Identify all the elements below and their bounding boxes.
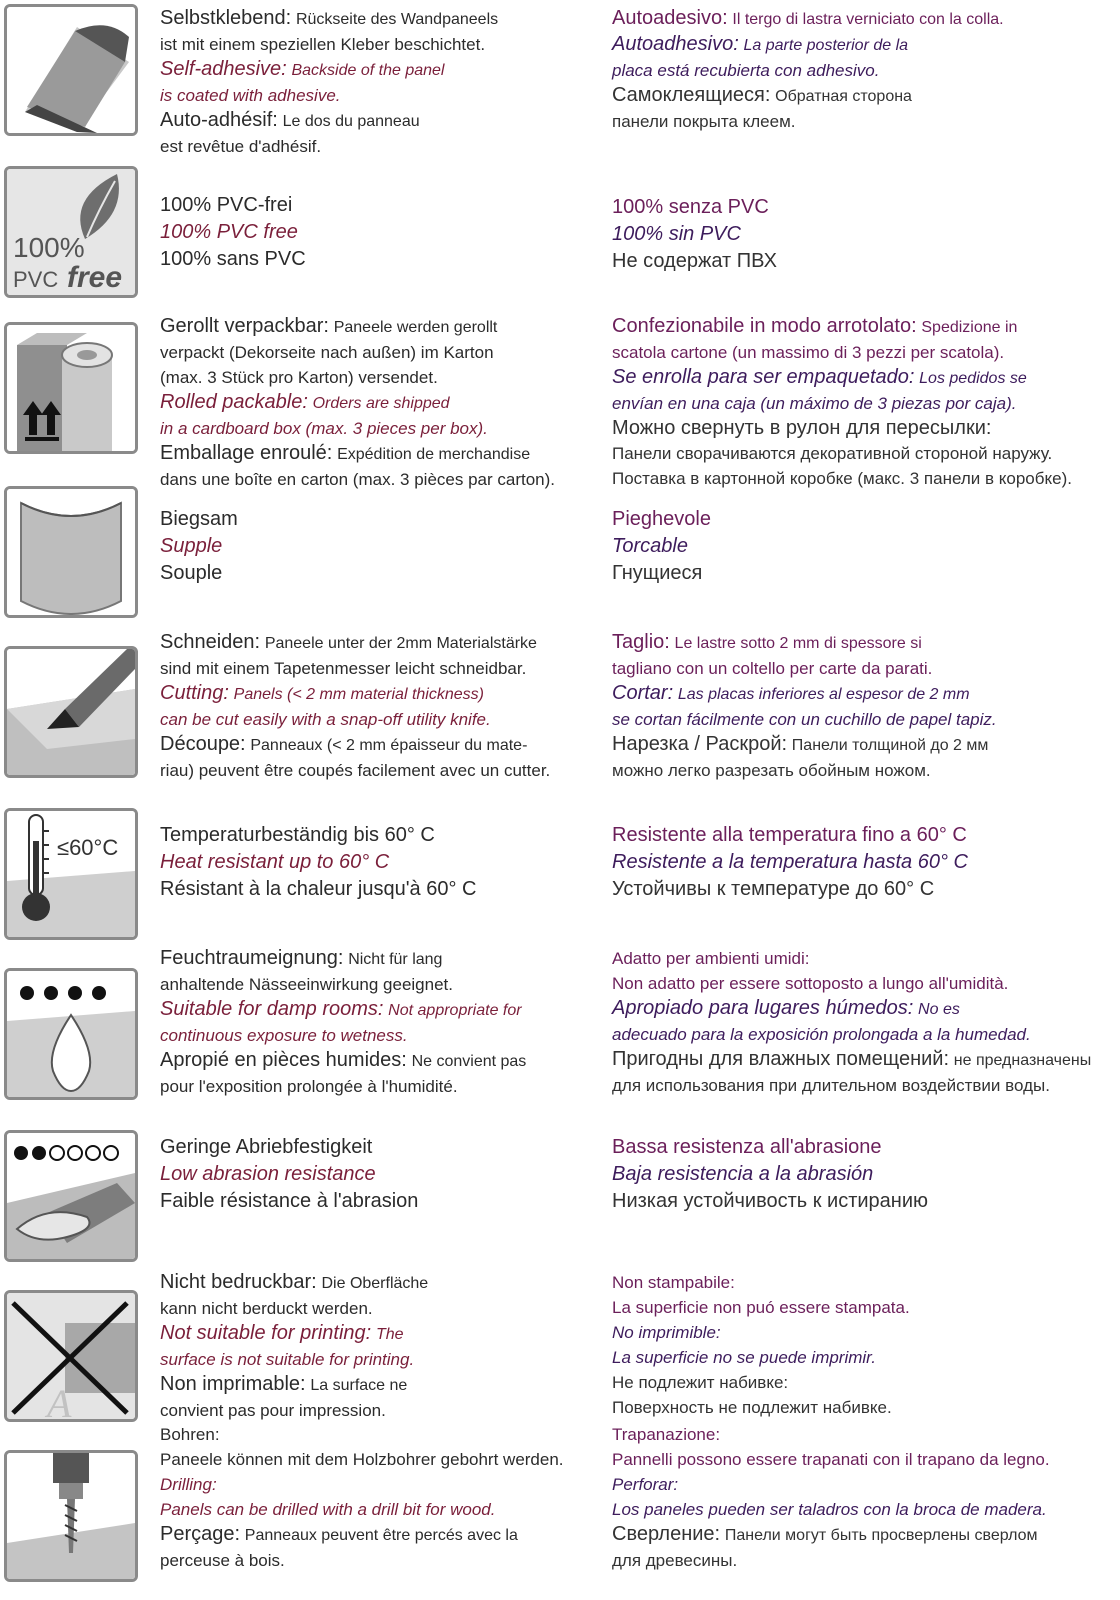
text-de-en-fr xyxy=(160,946,580,1099)
rating-dot-empty xyxy=(86,1146,100,1160)
drill-icon xyxy=(4,1450,138,1582)
ru-head: Нарезка / Раскрой: xyxy=(612,733,788,755)
fr-body: Ne convient pas xyxy=(411,1053,527,1070)
de-body: Paneele können mit dem Holzbohrer gebohrt werden. xyxy=(160,1450,564,1469)
ru-head: Сверление: xyxy=(612,1523,721,1545)
es-body: No es xyxy=(918,1001,960,1018)
es-head: Apropiado para lugares húmedos: xyxy=(612,997,914,1019)
de-body2: ist mit einem speziellen Kleber beschichtet. xyxy=(160,35,486,54)
es-body2: placa está recubierta con adhesivo. xyxy=(612,61,880,80)
ru-head: Можно свернуть в рулон для пересылки: xyxy=(612,417,992,439)
en-head: 100% PVC free xyxy=(160,221,298,243)
fr-body: Panneaux peuvent être percés avec la xyxy=(244,1527,518,1544)
en-head: Suitable for damp rooms: xyxy=(160,998,384,1020)
es-head: Torcable xyxy=(612,535,688,557)
rating-dot-empty xyxy=(104,1146,118,1160)
rating-dot-filled xyxy=(20,986,34,1000)
es-head: Se enrolla para ser empaquetado: xyxy=(612,366,915,388)
text-de-en-fr xyxy=(160,506,580,587)
de-head: Geringe Abriebfestigkeit xyxy=(160,1136,373,1158)
text-it-es-ru xyxy=(612,946,1120,1098)
it-head: Trapanazione: xyxy=(612,1425,721,1444)
de-head: Biegsam xyxy=(160,508,238,530)
de-head: Gerollt verpackbar: xyxy=(160,315,329,337)
it-head: Pieghevole xyxy=(612,508,711,530)
es-head: No imprimible: xyxy=(612,1323,721,1342)
fr-head: Perçage: xyxy=(160,1523,241,1545)
text-de-en-fr xyxy=(160,1270,580,1423)
text-it-es-ru xyxy=(612,194,1120,275)
rating-dot-filled xyxy=(68,986,82,1000)
rating-dot-empty xyxy=(68,1146,82,1160)
text-de-en-fr xyxy=(160,192,580,273)
fr-head: Résistant à la chaleur jusqu'à 60° C xyxy=(160,878,477,900)
ru-body: не предназначены xyxy=(953,1052,1092,1069)
text-it-es-ru xyxy=(612,1134,1120,1215)
de-head: Feuchtraumeignung: xyxy=(160,947,344,969)
es-head: 100% sin PVC xyxy=(612,223,741,245)
en-body: Panels can be drilled with a drill bit for wood. xyxy=(160,1500,496,1519)
fr-body: Le dos du panneau xyxy=(282,113,420,130)
text-de-en-fr xyxy=(160,314,580,492)
self-adhesive-icon xyxy=(4,4,138,136)
fr-body: Expédition de merchandise xyxy=(337,446,531,463)
text-it-es-ru xyxy=(612,822,1120,903)
fr-body2: perceuse à bois. xyxy=(160,1551,285,1570)
it-body: Il tergo di lastra verniciato con la colla. xyxy=(732,11,1004,28)
en-head: Supple xyxy=(160,535,223,557)
icon-free-text: free xyxy=(67,261,123,294)
en-head: Low abrasion resistance xyxy=(160,1163,376,1185)
text-it-es-ru xyxy=(612,1270,1120,1420)
ru-body2: можно легко разрезать обойным ножом. xyxy=(612,761,931,780)
es-body: La parte posterior de la xyxy=(743,37,909,54)
fr-body2: riau) peuvent être coupés facilement avec un cutter. xyxy=(160,761,551,780)
de-head: Nicht bedruckbar: xyxy=(160,1271,317,1293)
text-it-es-ru xyxy=(612,1422,1120,1573)
ru-body: Панели могут быть просверлены сверлом xyxy=(724,1527,1038,1544)
ru-body: Поверхность не подлежит набивке. xyxy=(612,1398,892,1417)
ru-head: Пригодны для влажных помещений: xyxy=(612,1048,950,1070)
de-head: Selbstklebend: xyxy=(160,7,292,29)
icon-percent-text: 100% xyxy=(13,232,85,263)
text-de-en-fr xyxy=(160,630,580,783)
rating-dot-filled xyxy=(14,1146,28,1160)
ru-head: Гнущиеся xyxy=(612,562,703,584)
de-head: Temperaturbeständig bis 60° C xyxy=(160,824,435,846)
de-body2: sind mit einem Tapetenmesser leicht schneidbar. xyxy=(160,659,527,678)
en-body2: is coated with adhesive. xyxy=(160,86,341,105)
it-head: Confezionabile in modo arrotolato: xyxy=(612,315,917,337)
fr-head: Faible résistance à l'abrasion xyxy=(160,1190,419,1212)
text-de-en-fr xyxy=(160,1422,580,1573)
es-head: Baja resistencia a la abrasión xyxy=(612,1163,874,1185)
text-de-en-fr xyxy=(160,1134,580,1215)
thermometer-icon xyxy=(4,808,138,940)
es-head: Perforar: xyxy=(612,1475,679,1494)
es-body2: se cortan fácilmente con un cuchillo de papel tapiz. xyxy=(612,710,997,729)
es-body: Los paneles pueden ser taladros con la broca de madera. xyxy=(612,1500,1047,1519)
fr-body2: est revêtue d'adhésif. xyxy=(160,137,322,156)
en-body2: can be cut easily with a snap-off utility knife. xyxy=(160,710,491,729)
cutter-icon xyxy=(4,646,138,778)
ru-head: Низкая устойчивость к истиранию xyxy=(612,1190,929,1212)
ru-body2: панели покрыта клеем. xyxy=(612,112,796,131)
es-head: Cortar: xyxy=(612,682,674,704)
en-body2: in a cardboard box (max. 3 pieces per box). xyxy=(160,419,488,438)
ru-head: Не подлежит набивке: xyxy=(612,1373,789,1392)
it-head: Non stampabile: xyxy=(612,1273,735,1292)
de-body2: kann nicht berduckt werden. xyxy=(160,1299,373,1318)
fr-head: Auto-adhésif: xyxy=(160,109,278,131)
es-body2: envían en una caja (un máximo de 3 piezas por caja). xyxy=(612,394,1017,413)
fr-body2: pour l'exposition prolongée à l'humidité. xyxy=(160,1077,458,1096)
en-head: Not suitable for printing: xyxy=(160,1322,372,1344)
fr-head: 100% sans PVC xyxy=(160,248,306,270)
fr-body2: convient pas pour impression. xyxy=(160,1401,386,1420)
de-body: Rückseite des Wandpaneels xyxy=(295,11,499,28)
rolled-box-icon xyxy=(4,322,138,454)
en-body: The xyxy=(375,1326,404,1343)
svg-text:A: A xyxy=(47,1381,72,1419)
de-head: Bohren: xyxy=(160,1425,220,1444)
en-body: Orders are shipped xyxy=(312,395,450,412)
de-body: Die Oberfläche xyxy=(321,1275,429,1292)
fr-head: Apropié en pièces humides: xyxy=(160,1049,407,1071)
fr-body2: dans une boîte en carton (max. 3 pièces par carton). xyxy=(160,470,556,489)
de-body3: (max. 3 Stück pro Karton) versendet. xyxy=(160,368,438,387)
rating-dot-filled xyxy=(32,1146,46,1160)
en-head: Self-adhesive: xyxy=(160,58,287,80)
rating-dot-filled xyxy=(92,986,106,1000)
fr-body: La surface ne xyxy=(310,1377,408,1394)
es-body2: adecuado para la exposición prolongada a la humedad. xyxy=(612,1025,1031,1044)
icon-pvc-text: PVC xyxy=(13,267,59,292)
it-body: Le lastre sotto 2 mm di spessore si xyxy=(674,635,922,652)
de-body2: verpackt (Dekorseite nach außen) im Karton xyxy=(160,343,494,362)
flexible-icon xyxy=(4,486,138,618)
de-head: Schneiden: xyxy=(160,631,261,653)
it-head: Taglio: xyxy=(612,631,670,653)
text-it-es-ru xyxy=(612,506,1120,587)
no-print-icon xyxy=(4,1290,138,1422)
en-body: Panels (< 2 mm material thickness) xyxy=(233,686,484,703)
it-head: 100% senza PVC xyxy=(612,196,769,218)
text-it-es-ru xyxy=(612,314,1120,491)
it-head: Autoadesivo: xyxy=(612,7,728,29)
ru-head: Не содержат ПВХ xyxy=(612,250,777,272)
ru-head: Самоклеящиеся: xyxy=(612,84,771,106)
de-body: Paneele unter der 2mm Materialstärke xyxy=(264,635,537,652)
ru-body2: Поставка в картонной коробке (макс. 3 панели в коробке). xyxy=(612,469,1072,488)
en-body2: continuous exposure to wetness. xyxy=(160,1026,408,1045)
de-head: 100% PVC-frei xyxy=(160,194,293,216)
pvc-free-icon xyxy=(4,166,138,298)
de-body: Paneele werden gerollt xyxy=(333,319,498,336)
de-body: Nicht für lang xyxy=(348,951,443,968)
it-head: Adatto per ambienti umidi: xyxy=(612,949,810,968)
es-head: Resistente a la temperatura hasta 60° C xyxy=(612,851,968,873)
it-body: La superficie non puó essere stampata. xyxy=(612,1298,910,1317)
en-body2: surface is not suitable for printing. xyxy=(160,1350,415,1369)
ru-head: Устойчивы к температуре до 60° C xyxy=(612,878,935,900)
abrasion-icon xyxy=(4,1130,138,1262)
fr-head: Souple xyxy=(160,562,223,584)
it-body2: tagliano con un coltello per carte da parati. xyxy=(612,659,933,678)
it-body: Spedizione in xyxy=(921,319,1018,336)
ru-body: Панели сворачиваются декоративной стороной наружу. xyxy=(612,444,1053,463)
it-body2: scatola cartone (un massimo di 3 pezzi per scatola). xyxy=(612,343,1005,362)
en-head: Heat resistant up to 60° C xyxy=(160,851,390,873)
es-body: Las placas inferiores al espesor de 2 mm xyxy=(677,686,970,703)
text-it-es-ru xyxy=(612,6,1120,134)
fr-head: Découpe: xyxy=(160,733,246,755)
de-body2: anhaltende Nässeeinwirkung geeignet. xyxy=(160,975,453,994)
es-body: Los pedidos se xyxy=(919,370,1027,387)
text-de-en-fr xyxy=(160,822,580,903)
es-body: La superficie no se puede imprimir. xyxy=(612,1348,876,1367)
text-de-en-fr xyxy=(160,6,580,159)
water-drop-icon xyxy=(4,968,138,1100)
fr-body: Panneaux (< 2 mm épaisseur du mate- xyxy=(250,737,528,754)
ru-body: Обратная сторона xyxy=(775,88,912,105)
en-head: Rolled packable: xyxy=(160,391,308,413)
fr-head: Non imprimable: xyxy=(160,1373,306,1395)
it-body: Non adatto per essere sottoposto a lungo all'umidità. xyxy=(612,974,1009,993)
es-head: Autoadhesivo: xyxy=(612,33,739,55)
it-head: Bassa resistenza all'abrasione xyxy=(612,1136,882,1158)
it-head: Resistente alla temperatura fino a 60° C xyxy=(612,824,967,846)
en-head: Drilling: xyxy=(160,1475,217,1494)
rating-dot-filled xyxy=(44,986,58,1000)
en-body: Not appropriate for xyxy=(388,1002,522,1019)
rating-dot-empty xyxy=(50,1146,64,1160)
it-body: Pannelli possono essere trapanati con il trapano da legno. xyxy=(612,1450,1050,1469)
en-head: Cutting: xyxy=(160,682,229,704)
ru-body: Панели толщиной до 2 мм xyxy=(791,737,989,754)
ru-body2: для древесины. xyxy=(612,1551,738,1570)
fr-head: Emballage enroulé: xyxy=(160,442,333,464)
icon-temp-text: ≤60°C xyxy=(57,835,119,860)
en-body: Backside of the panel xyxy=(291,62,445,79)
ru-body2: для использования при длительном воздействии воды. xyxy=(612,1076,1050,1095)
text-it-es-ru xyxy=(612,630,1120,783)
